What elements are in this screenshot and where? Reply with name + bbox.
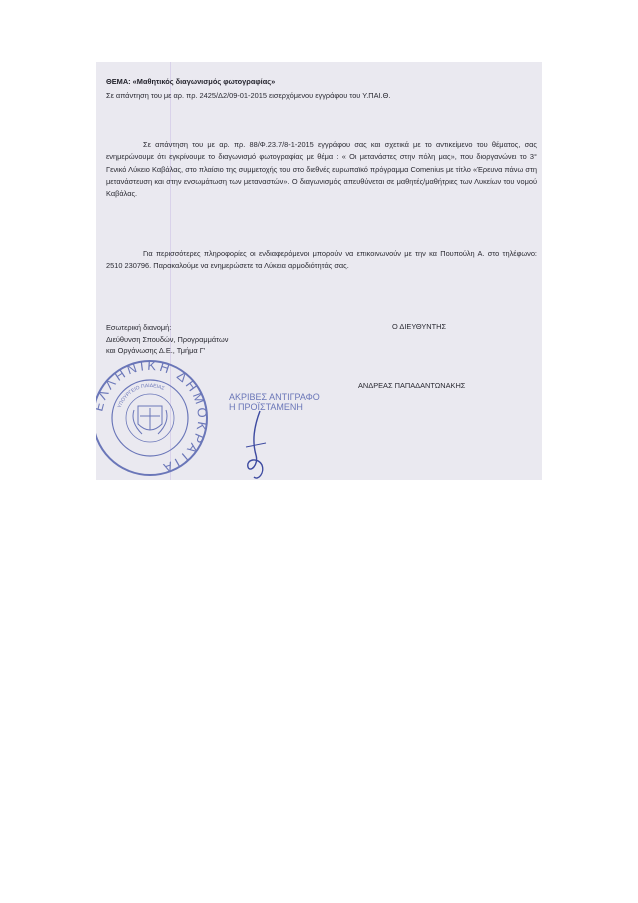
svg-text:ΥΠΟΥΡΓΕΙΟ ΠΑΙΔΕΙΑΣ: ΥΠΟΥΡΓΕΙΟ ΠΑΙΔΕΙΑΣ — [116, 382, 166, 410]
svg-text:ΕΛΛΗΝΙΚΗ ΔΗΜΟΚΡΑΤΙΑ: ΕΛΛΗΝΙΚΗ ΔΗΜΟΚΡΑΤΙΑ — [90, 358, 210, 477]
reference-line: Σε απάντηση του με αρ. πρ. 2425/Δ2/09-01-2015 εισερχόμενου εγγράφου του Υ.ΠΑΙ.Θ. — [106, 91, 391, 100]
official-seal-icon — [90, 358, 210, 478]
certified-copy-stamp: ΑΚΡΙΒΕΣ ΑΝΤΙΓΡΑΦΟ Η ΠΡΟΪΣΤΑΜΕΝΗ — [229, 392, 320, 412]
body-paragraph-2: Για περισσότερες πληροφορίες οι ενδιαφερόμενοι μπορούν να επικοινωνούν με την κα Πουπούλη Α. στο τηλέφωνο: 2510 230796. Παρακαλούμε να ενημερώσετε τα Λύκεια αρμοδιότητάς σας. — [106, 249, 537, 271]
scanned-document — [90, 62, 542, 480]
internal-distribution: Εσωτερική διανομή: Διεύθυνση Σπουδών, Προγραμμάτων και Οργάνωσης Δ.Ε., Τμήμα Γ' — [106, 323, 229, 355]
greek-coat-of-arms-icon — [133, 406, 167, 434]
document-subject: ΘΕΜΑ: «Μαθητικός διαγωνισμός φωτογραφίας» — [106, 77, 276, 86]
director-title: Ο ΔΙΕΥΘΥΝΤΗΣ — [392, 322, 447, 331]
signatory-name: ΑΝΔΡΕΑΣ ΠΑΠΑΔΑΝΤΩΝΑΚΗΣ — [358, 381, 466, 390]
handwritten-signature-icon — [238, 407, 278, 480]
body-paragraph-1: Σε απάντηση του με αρ. πρ. 88/Φ.23.7/8-1-2015 εγγράφου σας και σχετικά με το αντικείμενο του θέματος, σας ενημερώνουμε ότι εγκρίνουμε το διαγωνισμό φωτογραφίας με θέμα : « Οι μετανάστες στην πόλη μας», που διοργανώνει το 3° Γενικό Λύκειο Καβάλας, στο πλαίσιο της συμμετοχής του στο διεθνές ευρωπαϊκό πρόγραμμα Comenius με τίτλο «Έρευνα πάνω στη μετανάστευση και στην ενσωμάτωση των μεταναστών». Ο διαγωνισμός απευθύνεται σε μαθητές/μαθήτριες των Λυκείων του νομού Καβάλας. — [106, 140, 537, 199]
